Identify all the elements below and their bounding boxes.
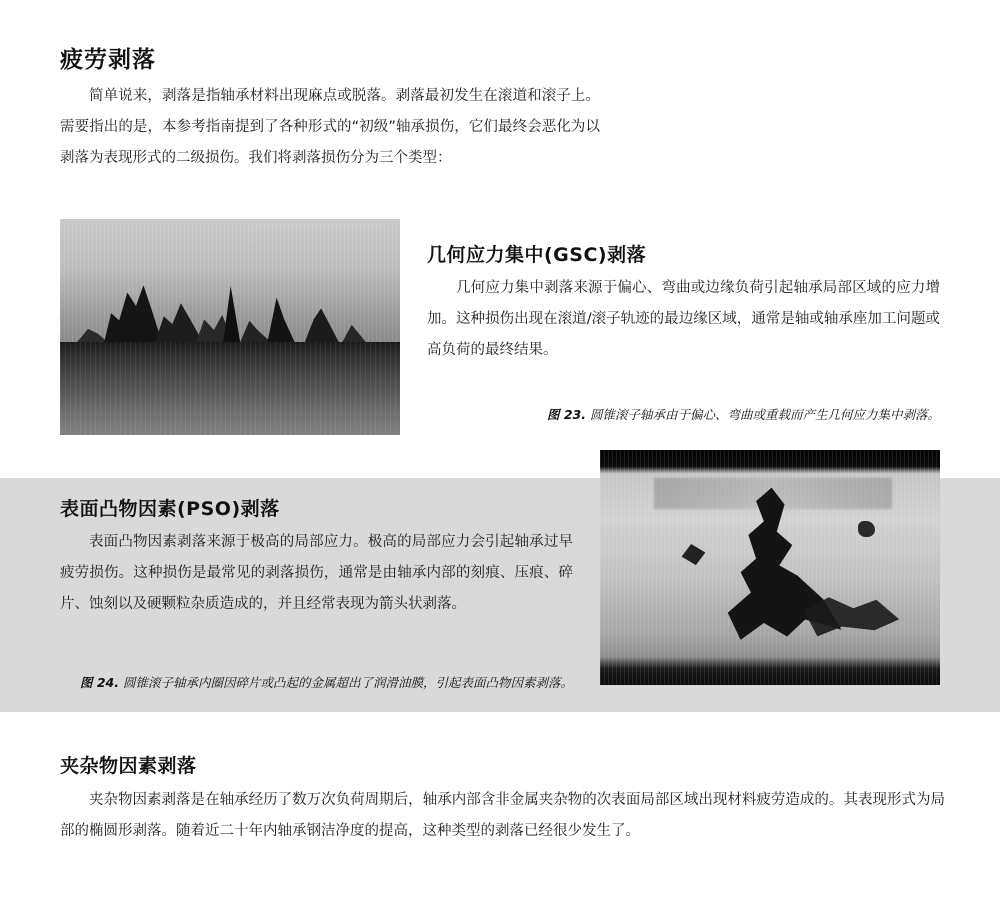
intro-paragraph: 简单说来，剥落是指轴承材料出现麻点或脱落。剥落最初发生在滚道和滚子上。需要指出的是，本参考指南提到了各种形式的“初级”轴承损伤，它们最终会恶化为以剥落为表现形式的二级损伤。我们将剥落损伤分为三个类型：	[60, 87, 600, 166]
section-body-inclusion: 夹杂物因素剥落是在轴承经历了数万次负荷周期后，轴承内部含非金属夹杂物的次表面局部区域出现材料疲劳造成的。其表现形式为局部的椭圆形剥落。随着近二十年内轴承钢洁净度的提高，这种类型的剥落已经很少发生了。	[60, 791, 945, 839]
figure-23-caption	[427, 405, 940, 425]
section-title-inclusion: 夹杂物因素剥落	[60, 754, 197, 777]
figure-23-image	[60, 219, 400, 435]
figure-23-caption-text: 圆锥滚子轴承由于偏心、弯曲或重载而产生几何应力集中剥落。	[589, 406, 940, 422]
section-body-pso: 表面凸物因素剥落来源于极高的局部应力。极高的局部应力会引起轴承过早疲劳损伤。这种损伤是最常见的剥落损伤，通常是由轴承内部的刻痕、压痕、碎片、蚀刻以及硬颗粒杂质造成的，并且经常表现为箭头状剥落。	[60, 533, 573, 612]
figure-24-caption	[60, 673, 573, 693]
photo-background-lower	[60, 342, 400, 435]
section-body-gsc: 几何应力集中剥落来源于偏心、弯曲或边缘负荷引起轴承局部区域的应力增加。这种损伤出现在滚道/滚子轨迹的最边缘区域，通常是轴或轴承座加工问题或高负荷的最终结果。	[427, 279, 940, 358]
figure-24-image	[600, 450, 940, 685]
page-title: 疲劳剥落	[60, 47, 156, 74]
figure-24-label: 图 24.	[80, 674, 119, 690]
section-title-pso: 表面凸物因素(PSO)剥落	[60, 497, 280, 520]
figure-24-caption-text: 圆锥滚子轴承内圈因碎片或凸起的金属超出了润滑油膜，引起表面凸物因素剥落。	[122, 674, 573, 690]
section-title-gsc: 几何应力集中(GSC)剥落	[427, 243, 647, 266]
figure-23-label: 图 23.	[547, 406, 586, 422]
